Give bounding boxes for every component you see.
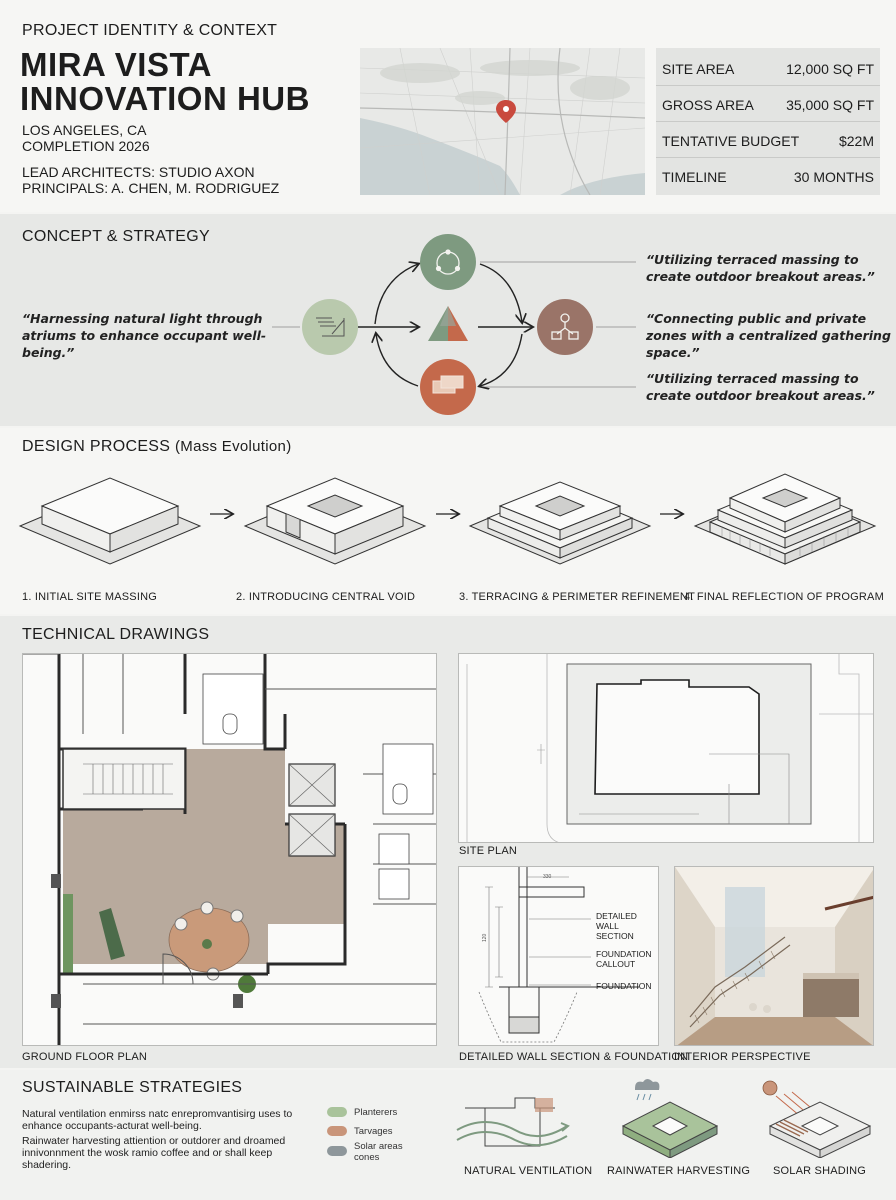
quote-left: “Harnessing natural light through atriums to enhance occupant well-being.”	[22, 311, 267, 360]
solar-shading-icon	[760, 1078, 880, 1158]
label-detailed-wall-section: DETAILED WALL SECTION	[596, 911, 637, 941]
svg-text:120: 120	[482, 933, 488, 942]
location: LOS ANGELES, CA	[22, 122, 147, 138]
ground-floor-plan	[22, 653, 437, 1046]
legend-swatch-tarvages	[327, 1126, 347, 1136]
stat-label: GROSS AREA	[662, 97, 754, 113]
sustainable-section-title: SUSTAINABLE STRATEGIES	[22, 1079, 243, 1096]
process-step-label-1: 1. INITIAL SITE MASSING	[22, 591, 157, 603]
stat-row-gross-area	[656, 86, 880, 122]
stat-value: 12,000 SQ FT	[786, 61, 874, 77]
stat-label: TIMELINE	[662, 169, 727, 185]
stat-label: SITE AREA	[662, 61, 735, 77]
stat-row-timeline	[656, 158, 880, 194]
stat-value: 35,000 SQ FT	[786, 97, 874, 113]
principals: PRINCIPALS: A. CHEN, M. RODRIGUEZ	[22, 180, 280, 196]
identity-section-title: PROJECT IDENTITY & CONTEXT	[22, 22, 278, 39]
label-foundation-callout: FOUNDATION CALLOUT	[596, 949, 652, 969]
terrace-blocks-icon	[420, 359, 476, 415]
process-step-label-3: 3. TERRACING & PERIMETER REFINEMENT	[459, 591, 695, 603]
mass-step-4	[695, 474, 875, 564]
project-title-line2: INNOVATION HUB	[20, 80, 310, 117]
zones-connection-icon	[537, 299, 593, 355]
natural-light-icon	[302, 299, 358, 355]
quote-bottom: “Utilizing terraced massing to create outdoor breakout areas.”	[646, 371, 875, 403]
identity-section	[0, 0, 896, 212]
location-map	[360, 48, 645, 195]
gathering-cycle-icon	[420, 234, 476, 290]
stat-value: $22M	[838, 133, 874, 149]
mass-step-1	[20, 478, 200, 564]
sustainable-paragraph-1: Natural ventilation enmirss natc enrepromvantisirg uses to enhance occupants-acturat well-being.	[22, 1108, 293, 1132]
interior-caption: INTERIOR PERSPECTIVE	[674, 1051, 811, 1063]
project-title-line1: MIRA VISTA	[20, 46, 212, 83]
legend-swatch-solar	[327, 1146, 347, 1156]
technical-drawings-section	[0, 616, 896, 1068]
site-plan-caption: SITE PLAN	[459, 845, 518, 857]
technical-section-title: TECHNICAL DRAWINGS	[22, 626, 210, 643]
stat-value: 30 MONTHS	[793, 169, 874, 185]
lead-architects: LEAD ARCHITECTS: STUDIO AXON	[22, 164, 255, 180]
concept-diagram	[0, 214, 896, 426]
site-plan	[458, 653, 874, 843]
mass-step-3	[470, 482, 650, 564]
concept-section-title: CONCEPT & STRATEGY	[22, 228, 210, 245]
legend-swatch-planters	[327, 1107, 347, 1117]
legend-label-tarvages: Tarvages	[354, 1126, 393, 1137]
wall-section-drawing	[458, 866, 659, 1046]
natural-ventilation-caption: NATURAL VENTILATION	[464, 1165, 593, 1177]
sustainable-section	[0, 1070, 896, 1200]
process-step-label-2: 2. INTRODUCING CENTRAL VOID	[236, 591, 416, 603]
mass-evolution-diagram	[0, 428, 896, 614]
stat-row-site-area	[656, 50, 880, 86]
quote-top: “Utilizing terraced massing to create outdoor breakout areas.”	[646, 252, 875, 284]
process-step-label-4: 4. FINAL REFLECTION OF PROGRAM	[684, 591, 884, 603]
quote-middle: “Connecting public and private zones with a centralized gathering space.”	[646, 311, 891, 360]
sustainable-paragraph-2: Rainwater harvesting attiention or outdorer and droamed innivonnment the wosk ramio coffee and or shall keep shadering.	[22, 1135, 286, 1171]
interior-perspective	[674, 866, 874, 1046]
stat-row-budget	[656, 122, 880, 158]
solar-shading-caption: SOLAR SHADING	[773, 1165, 867, 1177]
natural-ventilation-icon	[455, 1086, 575, 1156]
concept-section	[0, 214, 896, 426]
legend-label-solar: Solar areas cones	[354, 1141, 403, 1163]
legend-label-planters: Planterers	[354, 1107, 398, 1118]
process-title: DESIGN PROCESS	[22, 438, 171, 455]
rainwater-harvesting-icon	[615, 1078, 725, 1158]
design-process-section	[0, 428, 896, 614]
svg-text:330: 330	[543, 874, 552, 880]
rainwater-harvesting-caption: RAINWATER HARVESTING	[607, 1165, 751, 1177]
label-foundation: FOUNDATION	[596, 981, 652, 991]
wall-section-caption: DETAILED WALL SECTION & FOUNDATION	[459, 1051, 689, 1063]
project-title	[20, 48, 310, 116]
central-triangle-icon	[428, 306, 468, 341]
ground-floor-caption: GROUND FLOOR PLAN	[22, 1051, 148, 1063]
project-stats	[656, 48, 880, 195]
stat-label: TENTATIVE BUDGET	[662, 133, 800, 149]
mass-step-2	[245, 478, 425, 564]
completion: COMPLETION 2026	[22, 138, 150, 154]
process-subtitle: (Mass Evolution)	[174, 438, 292, 455]
